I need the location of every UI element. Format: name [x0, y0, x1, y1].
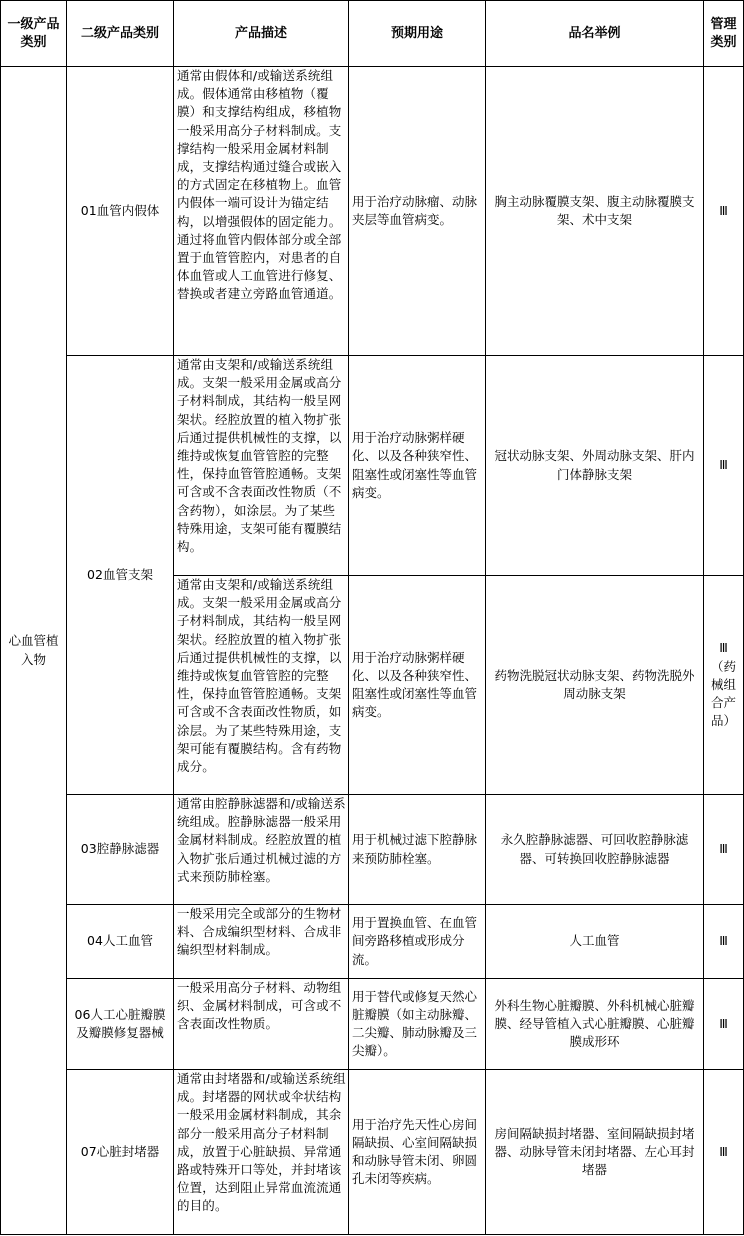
cat2-cell: 03腔静脉滤器: [67, 795, 174, 905]
use-cell: 用于治疗动脉瘤、动脉夹层等血管病变。: [349, 67, 486, 356]
use-cell: 用于机械过滤下腔静脉来预防肺栓塞。: [349, 795, 486, 905]
use-cell: 用于置换血管、在血管间旁路移植或形成分流。: [349, 905, 486, 979]
table-row: [1, 795, 744, 905]
use-cell: 用于治疗动脉粥样硬化、以及各种狭窄性、阻塞性或闭塞性等血管病变。: [349, 356, 486, 576]
header-class: 管理类别: [704, 1, 744, 67]
class-cell: Ⅲ: [704, 67, 744, 356]
examples-cell: 人工血管: [486, 905, 704, 979]
class-cell: Ⅲ: [704, 979, 744, 1070]
header-cat2: 二级产品类别: [67, 1, 174, 67]
examples-cell: 外科生物心脏瓣膜、外科机械心脏瓣膜、经导管植入式心脏瓣膜、心脏瓣膜成形环: [486, 979, 704, 1070]
class-cell: Ⅲ: [704, 1070, 744, 1235]
desc-cell: 通常由封堵器和/或输送系统组成。封堵器的网状或伞状结构一般采用金属材料制成，其余部分一般采用高分子材料制成，放置于心脏缺损、异常通路或特殊开口等处，并封堵该位置，达到阻止异常血流流通的目的。: [174, 1070, 349, 1235]
cat1-cell: 心血管植入物: [1, 67, 67, 1235]
use-cell: 用于替代或修复天然心脏瓣膜（如主动脉瓣、二尖瓣、肺动脉瓣及三尖瓣）。: [349, 979, 486, 1070]
desc-cell: 一般采用完全或部分的生物材料、合成编织型材料、合成非编织型材料制成。: [174, 905, 349, 979]
table-row: [1, 356, 744, 576]
table-row: [1, 905, 744, 979]
examples-cell: 胸主动脉覆膜支架、腹主动脉覆膜支架、术中支架: [486, 67, 704, 356]
examples-cell: 冠状动脉支架、外周动脉支架、肝内门体静脉支架: [486, 356, 704, 576]
class-cell: Ⅲ（药械组合产品）: [704, 576, 744, 795]
header-use: 预期用途: [349, 1, 486, 67]
header-row: [1, 1, 744, 67]
examples-cell: 药物洗脱冠状动脉支架、药物洗脱外周动脉支架: [486, 576, 704, 795]
header-cat1: 一级产品类别: [1, 1, 67, 67]
examples-cell: 房间隔缺损封堵器、室间隔缺损封堵器、动脉导管未闭封堵器、左心耳封堵器: [486, 1070, 704, 1235]
header-examples: 品名举例: [486, 1, 704, 67]
examples-cell: 永久腔静脉滤器、可回收腔静脉滤器、可转换回收腔静脉滤器: [486, 795, 704, 905]
desc-cell: 通常由假体和/或输送系统组成。假体通常由移植物（覆膜）和支撑结构组成，移植物一般采用高分子材料制成。支撑结构一般采用金属材料制成，支撑结构通过缝合或嵌入的方式固定在移植物上。血管内假体一端可设计为锚定结构，以增强假体的固定能力。通过将血管内假体部分或全部置于血管管腔内，对患者的自体血管或人工血管进行修复、替换或者建立旁路血管通道。: [174, 67, 349, 356]
cat2-cell: 07心脏封堵器: [67, 1070, 174, 1235]
header-desc: 产品描述: [174, 1, 349, 67]
use-cell: 用于治疗动脉粥样硬化、以及各种狭窄性、阻塞性或闭塞性等血管病变。: [349, 576, 486, 795]
desc-cell: 一般采用高分子材料、动物组织、金属材料制成，可含或不含表面改性物质。: [174, 979, 349, 1070]
desc-cell: 通常由支架和/或输送系统组成。支架一般采用金属或高分子材料制成，其结构一般呈网架状。经腔放置的植入物扩张后通过提供机械性的支撑，以维持或恢复血管管腔的完整性，保持血管管腔通畅。支架可含或不含表面改性物质，如涂层。为了某些特殊用途，支架可能有覆膜结构。含有药物成分。: [174, 576, 349, 795]
cat2-cell: 06人工心脏瓣膜及瓣膜修复器械: [67, 979, 174, 1070]
class-cell: Ⅲ: [704, 356, 744, 576]
desc-cell: 通常由腔静脉滤器和/或输送系统组成。腔静脉滤器一般采用金属材料制成。经腔放置的植入物扩张后通过机械过滤的方式来预防肺栓塞。: [174, 795, 349, 905]
desc-cell: 通常由支架和/或输送系统组成。支架一般采用金属或高分子材料制成，其结构一般呈网架状。经腔放置的植入物扩张后通过提供机械性的支撑，以维持或恢复血管管腔的完整性，保持血管管腔通畅。支架可含或不含表面改性物质（不含药物），如涂层。为了某些特殊用途，支架可能有覆膜结构。: [174, 356, 349, 576]
table-row: [1, 67, 744, 356]
class-cell: Ⅲ: [704, 795, 744, 905]
table-row: [1, 1070, 744, 1235]
table-row: [1, 979, 744, 1070]
cat2-cell: 04人工血管: [67, 905, 174, 979]
class-cell: Ⅲ: [704, 905, 744, 979]
cat2-cell: 01血管内假体: [67, 67, 174, 356]
use-cell: 用于治疗先天性心房间隔缺损、心室间隔缺损和动脉导管未闭、卵圆孔未闭等疾病。: [349, 1070, 486, 1235]
cat2-cell: 02血管支架: [67, 356, 174, 795]
